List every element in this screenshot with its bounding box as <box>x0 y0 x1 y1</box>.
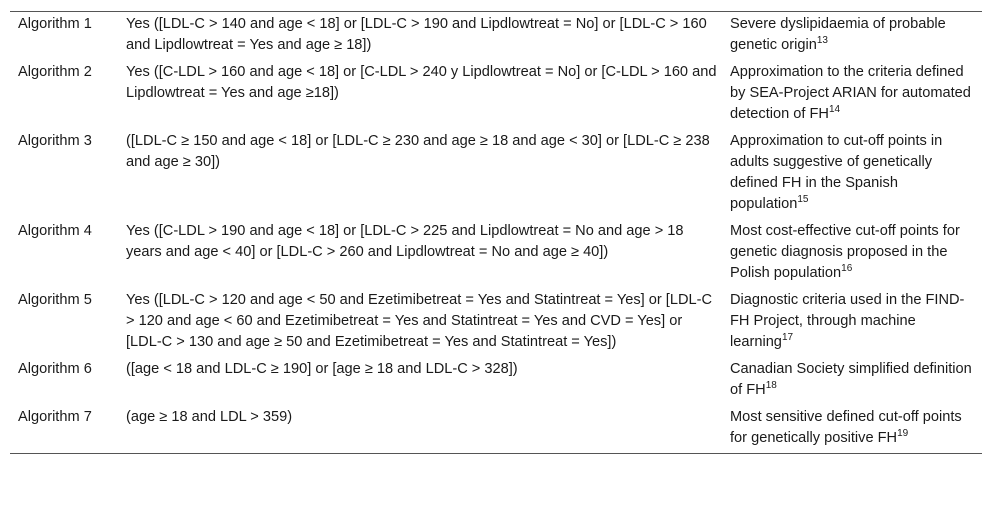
description-cell <box>722 129 982 219</box>
criteria-cell: (age ≥ 18 and LDL > 359) <box>126 409 293 425</box>
criteria-cell: Yes ([LDL-C > 120 and age < 50 and Ezetimibetreat = Yes and Statintreat = Yes] or [LDL-C > 120 and age < 60 and Ezetimibetreat = Yes and Statintreat = Yes and CVD = Yes] or [LDL-C > 130 and age ≥ 50 and Ezetimibetreat = Yes and Statintreat = Yes]) <box>126 292 713 350</box>
criteria-cell: Yes ([C-LDL > 190 and age < 18] or [LDL-C > 225 and Lipdlowtreat = No and age > 18 years and age < 40] or [LDL-C > 260 and Lipdlowtreat = No and age ≥ 40]) <box>126 223 684 260</box>
table-row <box>10 60 982 129</box>
table-row <box>10 219 982 288</box>
description-text: Approximation to cut-off points in adults suggestive of genetically defined FH in the Spanish population <box>730 133 943 212</box>
reference-number: 15 <box>797 194 809 206</box>
algorithm-cell: Algorithm 5 <box>18 292 92 308</box>
algorithms-table <box>10 11 982 454</box>
description-cell <box>722 60 982 129</box>
description-cell <box>722 357 982 405</box>
description-text: Canadian Society simplified definition of FH <box>730 361 972 398</box>
reference-number: 14 <box>828 104 841 116</box>
criteria-cell: Yes ([C-LDL > 160 and age < 18] or [C-LDL > 240 y Lipdlowtreat = No] or [C-LDL > 160 and Lipdlowtreat = Yes and age ≥18]) <box>126 64 717 101</box>
description-cell <box>722 405 982 454</box>
description-cell <box>722 219 982 288</box>
description-text: Most cost-effective cut-off points for genetic diagnosis proposed in the Polish population <box>730 223 960 281</box>
description-text: Approximation to the criteria defined by SEA-Project ARIAN for automated detection of FH <box>730 64 971 122</box>
algorithm-cell: Algorithm 2 <box>18 64 92 80</box>
algorithm-cell: Algorithm 4 <box>18 223 92 239</box>
algorithm-cell: Algorithm 7 <box>18 409 92 425</box>
reference-number: 13 <box>816 35 828 47</box>
description-text: Most sensitive defined cut-off points for genetically positive FH <box>730 409 962 446</box>
criteria-cell: ([LDL-C ≥ 150 and age < 18] or [LDL-C ≥ 230 and age ≥ 18 and age < 30] or [LDL-C ≥ 238 and age ≥ 30]) <box>126 133 710 170</box>
reference-number: 18 <box>765 380 777 392</box>
table-row <box>10 288 982 357</box>
algorithm-cell: Algorithm 6 <box>18 361 92 377</box>
reference-number: 19 <box>897 428 909 440</box>
table-row <box>10 405 982 454</box>
table-row <box>10 129 982 219</box>
description-cell <box>722 288 982 357</box>
reference-number: 17 <box>781 332 794 344</box>
criteria-cell: Yes ([LDL-C > 140 and age < 18] or [LDL-C > 190 and Lipdlowtreat = No] or [LDL-C > 160 and Lipdlowtreat = Yes and age ≥ 18]) <box>126 16 707 53</box>
criteria-cell: ([age < 18 and LDL-C ≥ 190] or [age ≥ 18 and LDL-C > 328]) <box>126 361 518 377</box>
description-text: Severe dyslipidaemia of probable genetic origin <box>730 16 946 53</box>
reference-number: 16 <box>841 263 853 275</box>
table-row <box>10 357 982 405</box>
table-body <box>10 12 982 454</box>
algorithm-cell: Algorithm 1 <box>18 16 92 32</box>
description-text: Diagnostic criteria used in the FIND-FH Project, through machine learning <box>730 292 965 350</box>
description-cell <box>722 12 982 61</box>
algorithm-cell: Algorithm 3 <box>18 133 92 149</box>
table-row <box>10 12 982 61</box>
